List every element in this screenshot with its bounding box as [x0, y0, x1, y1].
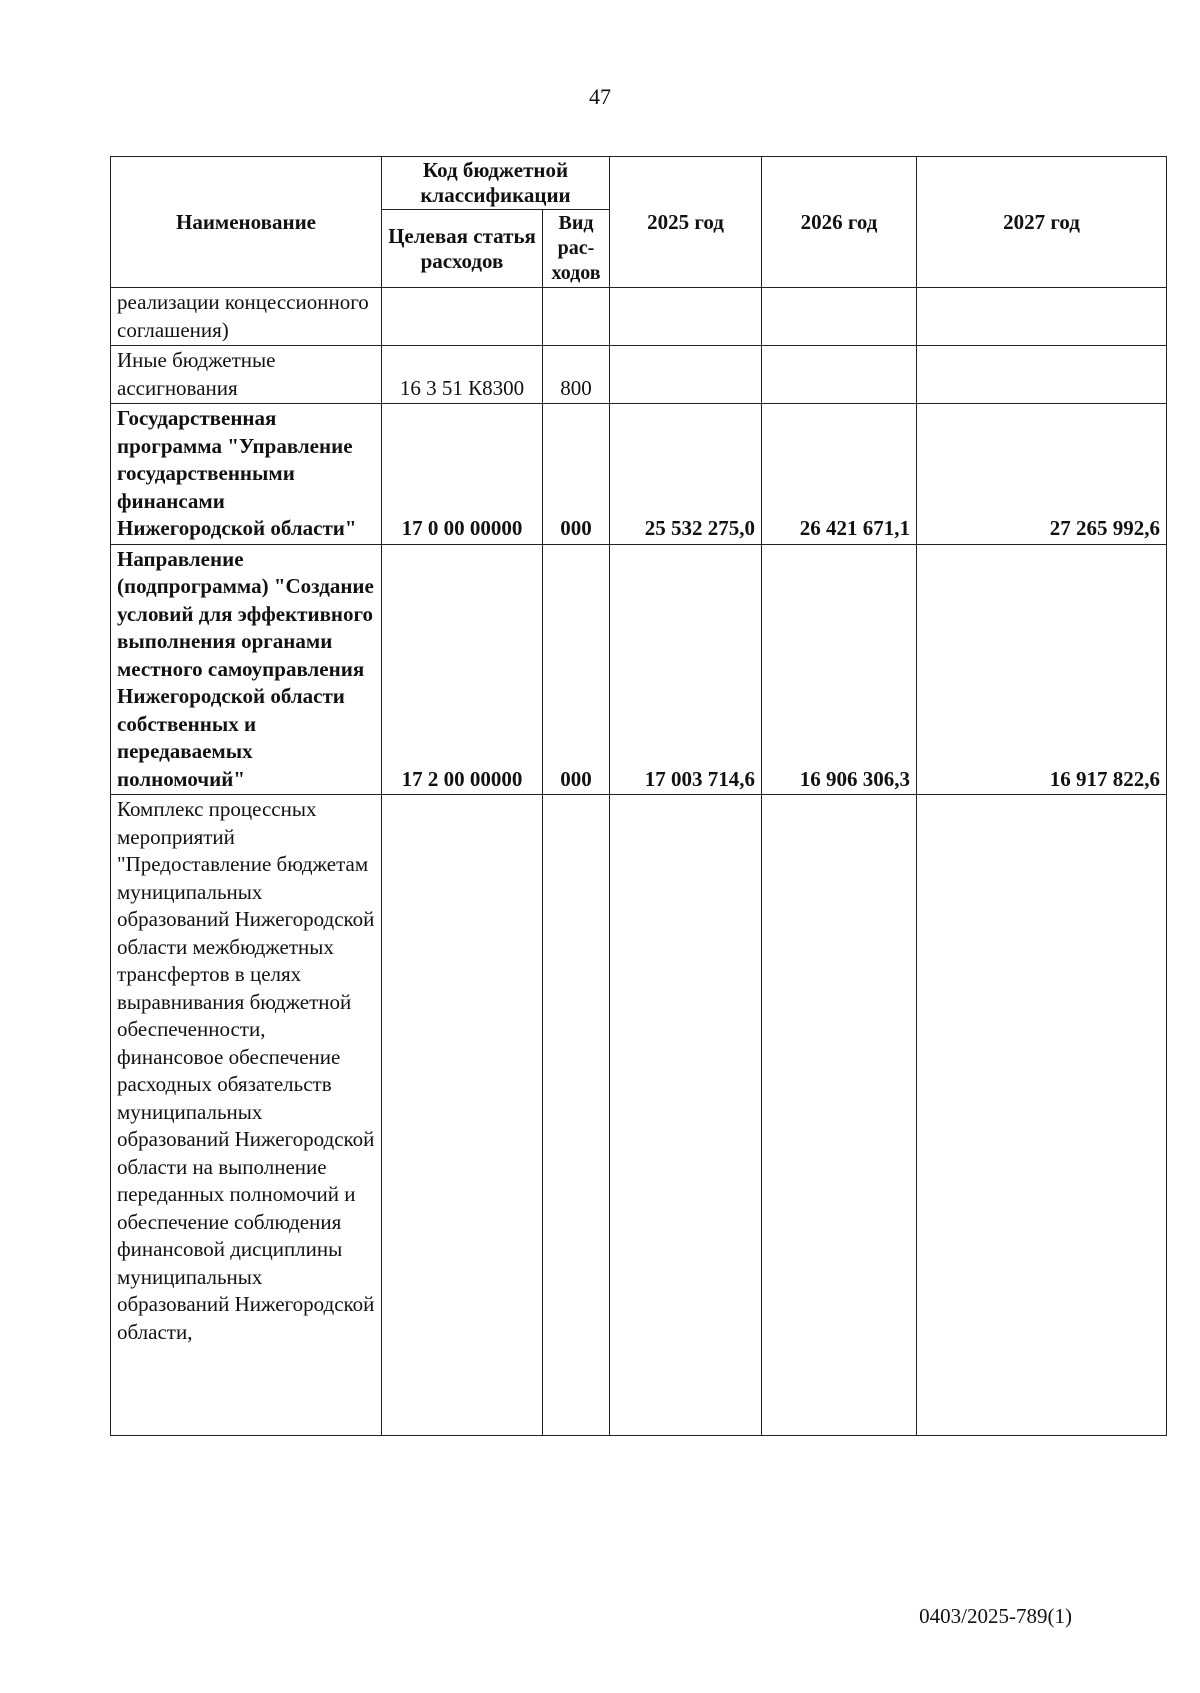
header-2026: 2026 год — [762, 157, 917, 288]
row-name: Комплекс процессных мероприятий "Предоставление бюджетам муниципальных образований Нижегородской области межбюджетных трансфертов в целях выравнивания бюджетной обеспеченности, финансовое обеспечение расходных обязательств муниципальных образований Нижегородской области на выполнение переданных полномочий и обеспечение соблюдения финансовой дисциплины муниципальных образований Нижегородской области, — [111, 795, 382, 1436]
table-row — [111, 404, 1167, 545]
header-row-top — [111, 157, 1167, 210]
row-value-2027 — [917, 795, 1167, 1436]
row-kind-code — [543, 288, 610, 346]
row-value-2027: 27 265 992,6 — [917, 404, 1167, 545]
document-code: 0403/2025-789(1) — [919, 1604, 1072, 1628]
row-value-2025: 17 003 714,6 — [610, 544, 762, 795]
row-name: Государственная программа "Управление государственными финансами Нижегородской области" — [111, 404, 382, 545]
table-row — [111, 795, 1167, 1436]
row-value-2026 — [762, 346, 917, 404]
row-value-2025 — [610, 795, 762, 1436]
row-value-2025: 25 532 275,0 — [610, 404, 762, 545]
row-value-2025 — [610, 346, 762, 404]
table-row — [111, 346, 1167, 404]
row-kind-code: 000 — [543, 544, 610, 795]
header-2027: 2027 год — [917, 157, 1167, 288]
header-name: Наименование — [111, 157, 382, 288]
row-target-code — [382, 288, 543, 346]
row-value-2026 — [762, 795, 917, 1436]
row-value-2027 — [917, 346, 1167, 404]
row-value-2025 — [610, 288, 762, 346]
row-target-code: 17 0 00 00000 — [382, 404, 543, 545]
row-target-code — [382, 795, 543, 1436]
row-value-2026 — [762, 288, 917, 346]
row-target-code: 16 3 51 К8300 — [382, 346, 543, 404]
row-value-2026: 16 906 306,3 — [762, 544, 917, 795]
header-2025: 2025 год — [610, 157, 762, 288]
row-value-2027: 16 917 822,6 — [917, 544, 1167, 795]
table-row — [111, 544, 1167, 795]
row-kind-code: 000 — [543, 404, 610, 545]
row-value-2026: 26 421 671,1 — [762, 404, 917, 545]
header-target: Целевая статья расходов — [382, 210, 543, 288]
row-kind-code — [543, 795, 610, 1436]
row-kind-code: 800 — [543, 346, 610, 404]
row-value-2027 — [917, 288, 1167, 346]
row-name: Иные бюджетные ассигнования — [111, 346, 382, 404]
budget-table — [110, 156, 1167, 1436]
row-name: Направление (подпрограмма) "Создание условий для эффективного выполнения органами местного самоуправления Нижегородской области собственных и передаваемых полномочий" — [111, 544, 382, 795]
header-kind: Вид рас-ходов — [543, 210, 610, 288]
table-row — [111, 288, 1167, 346]
row-target-code: 17 2 00 00000 — [382, 544, 543, 795]
page-number: 47 — [589, 84, 611, 109]
row-name: реализации концессионного соглашения) — [111, 288, 382, 346]
header-code-group: Код бюджетной классификации — [382, 157, 610, 210]
